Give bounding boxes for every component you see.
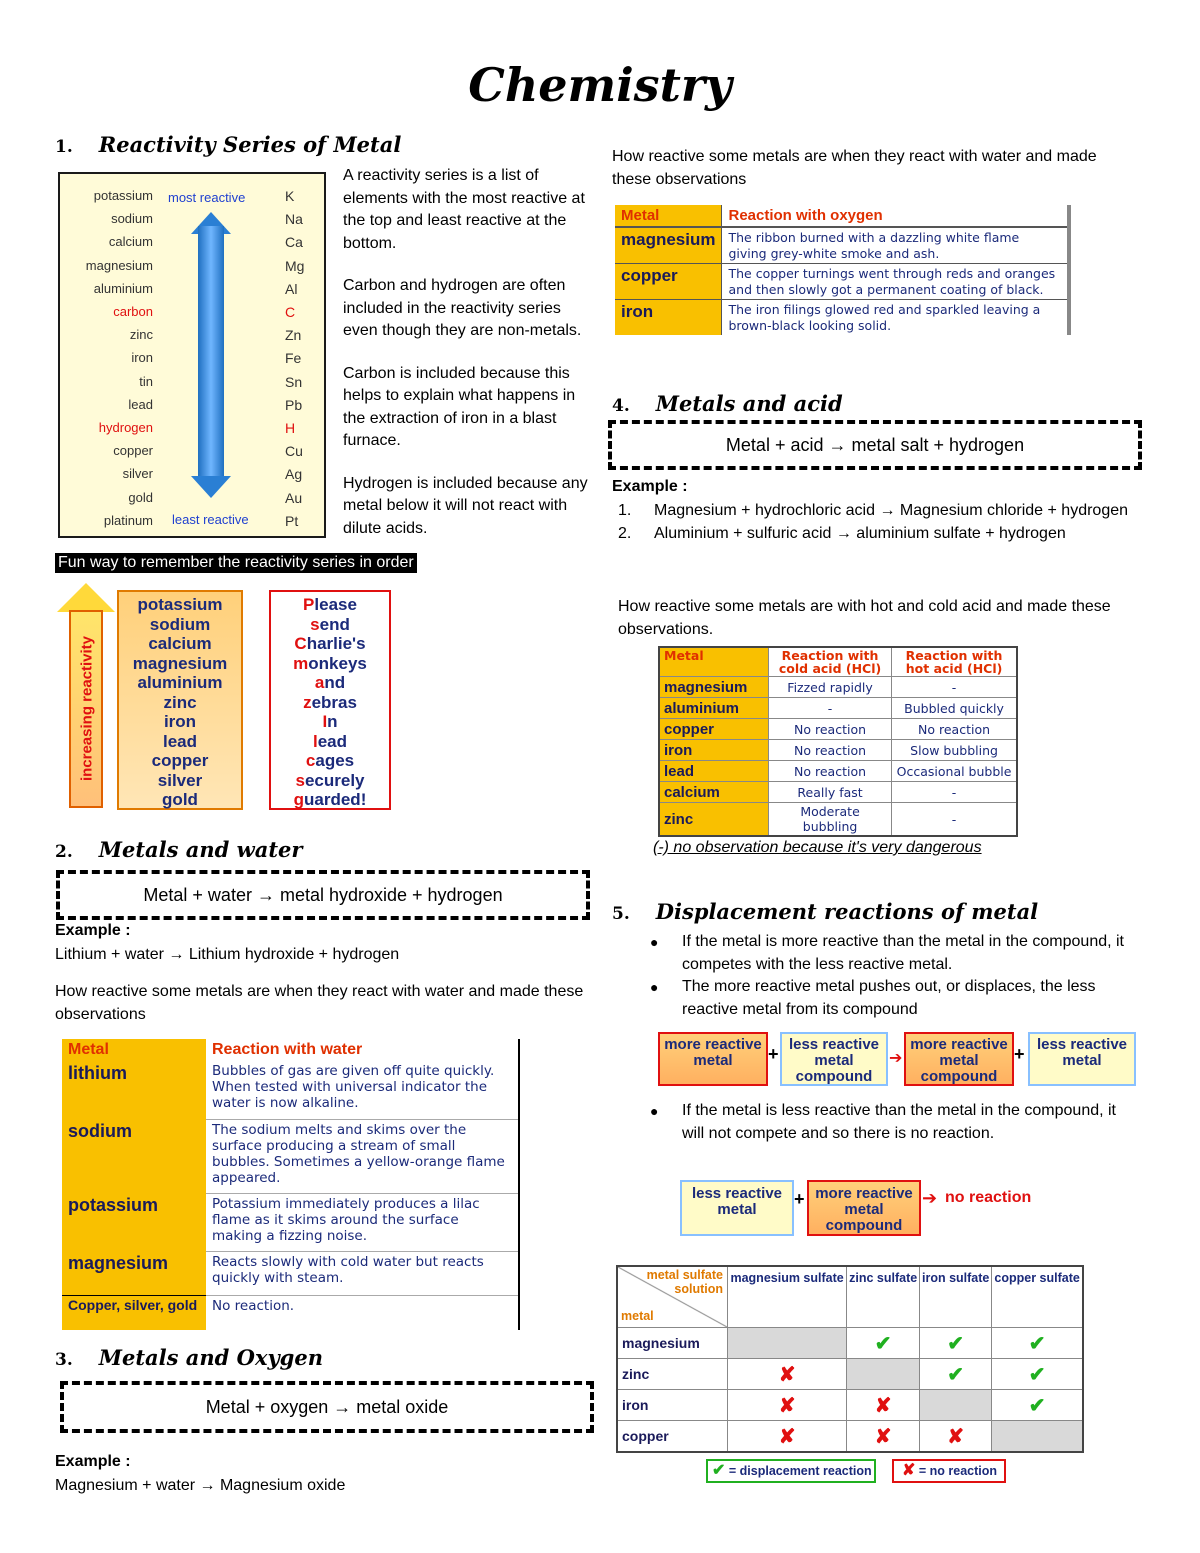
table-row	[659, 782, 1017, 803]
table-row	[62, 1119, 519, 1193]
reactivity-item-symbol: H	[285, 420, 296, 436]
tick-icon: ✔	[920, 1328, 992, 1359]
acid-note: (-) no observation because it's very dangerous	[653, 839, 982, 856]
reactivity-item-name: carbon	[113, 304, 153, 319]
grid-corner	[617, 1266, 728, 1328]
reaction-description: Bubbles of gas are given off quite quickly. When tested with universal indicator the water is now alkaline.	[206, 1061, 519, 1119]
metal-name: copper	[659, 719, 769, 740]
reactivity-item-name: gold	[128, 489, 153, 505]
box-less-reactive-compound: less reactive metal compound	[780, 1032, 888, 1086]
reaction-description: Potassium immediately produces a lilac flame as it skims around the surface making a fizzing noise.	[206, 1193, 519, 1251]
mnemonic-word: send	[310, 614, 350, 634]
metal-name: zinc	[659, 803, 769, 837]
col-metal: Metal	[615, 205, 722, 227]
box-more-reactive-metal: more reactive metal	[658, 1032, 768, 1086]
reactivity-item-symbol: Al	[285, 280, 298, 297]
bullet-3: ● If the metal is less reactive than the metal in the compound, it will not compete and so there is no reaction.	[682, 1100, 1132, 1145]
reactivity-item-name: tin	[139, 373, 153, 389]
reaction-cold: No reaction	[769, 719, 892, 740]
grid-row	[617, 1328, 1083, 1359]
metal-name: calcium	[659, 782, 769, 803]
reaction-cold: Moderate bubbling	[769, 803, 892, 837]
reactivity-item-symbol: Ag	[285, 466, 303, 483]
cross-icon: ✘	[902, 1462, 916, 1479]
section-1-heading: 1. Reactivity Series of Metal	[55, 132, 402, 157]
plus-sign: +	[768, 1044, 779, 1064]
mnemonic-word: and	[314, 673, 346, 692]
arrow-down-icon	[191, 476, 231, 498]
metal-name: lead	[659, 761, 769, 782]
mnemonic-word: In	[322, 712, 338, 731]
acid-intro: How reactive some metals are with hot and cold acid and made these observations.	[618, 598, 1111, 638]
reaction-description: No reaction.	[206, 1296, 519, 1331]
grid-row	[617, 1359, 1083, 1390]
col-header: zinc sulfate	[847, 1266, 920, 1328]
metal-order-item: gold	[162, 790, 198, 809]
table-row	[62, 1193, 519, 1251]
metal-name: copper	[615, 264, 722, 300]
reactivity-item-symbol: C	[285, 304, 296, 320]
grid-row	[617, 1390, 1083, 1421]
metal-order-item: potassium	[137, 595, 223, 614]
table-row	[615, 300, 1069, 336]
reactivity-item-symbol: Pt	[285, 512, 299, 529]
reactivity-item-symbol: Fe	[285, 350, 302, 367]
reactivity-item-name: iron	[131, 350, 153, 366]
water-intro: How reactive some metals are when they react with water and made these observations	[55, 983, 584, 1023]
mnemonic-word: securely	[295, 770, 365, 790]
section-4-heading: 4. Metals and acid	[612, 391, 843, 416]
reactivity-item-symbol: K	[285, 188, 295, 204]
most-reactive-label: most reactive	[168, 190, 246, 205]
col-metal: Metal	[62, 1039, 206, 1061]
table-row	[62, 1296, 519, 1331]
row-header: iron	[617, 1390, 728, 1421]
metal-name: iron	[659, 740, 769, 761]
mnemonic-word: Please	[303, 595, 357, 614]
table-row	[615, 227, 1069, 264]
metal-name: aluminium	[659, 698, 769, 719]
cross-icon: ✘	[847, 1390, 920, 1421]
cross-icon: ✘	[920, 1421, 992, 1453]
table-row	[659, 740, 1017, 761]
reaction-hot: Occasional bubble	[892, 761, 1017, 782]
metal-name: iron	[615, 300, 722, 336]
reaction-description: The copper turnings went through reds and oranges and then slowly got a permanent coating of black.	[722, 264, 1069, 300]
reactivity-item-name: magnesium	[85, 257, 153, 273]
acid-reaction-table	[658, 646, 1018, 837]
grid-cell-empty	[920, 1390, 992, 1421]
metal-order-item: zinc	[163, 692, 197, 712]
table-row	[659, 677, 1017, 698]
oxygen-example: Magnesium + water → Magnesium oxide	[55, 1477, 346, 1494]
reaction-hot: Bubbled quickly	[892, 698, 1017, 719]
tick-icon: ✔	[992, 1328, 1083, 1359]
row-header: magnesium	[617, 1328, 728, 1359]
reactivity-item-symbol: Cu	[285, 443, 303, 460]
reactivity-item-symbol: Ca	[285, 234, 303, 251]
mnemonic-word: lead	[312, 731, 348, 751]
reactivity-item-name: lead	[128, 396, 153, 412]
legend-no-reaction: ✘ = no reaction	[892, 1459, 1006, 1483]
grid-cell-empty	[992, 1421, 1083, 1453]
cross-icon: ✘	[728, 1390, 847, 1421]
displacement-bullets-top	[682, 931, 1132, 1021]
reactivity-item-symbol: Mg	[285, 257, 305, 274]
grid-cell-empty	[728, 1328, 847, 1359]
mnemonic-word: cages	[305, 751, 355, 770]
tick-icon: ✔	[992, 1359, 1083, 1390]
tick-icon: ✔	[847, 1328, 920, 1359]
plus-sign: +	[794, 1189, 805, 1209]
mnemonic-word: Charlie's	[294, 634, 366, 653]
reactivity-series-chart	[58, 172, 326, 538]
reaction-hot: Slow bubbling	[892, 740, 1017, 761]
oxygen-formula: Metal + oxygen → metal oxide	[60, 1381, 594, 1433]
reaction-description: Reacts slowly with cold water but reacts quickly with steam.	[206, 1251, 519, 1296]
reaction-hot: No reaction	[892, 719, 1017, 740]
metal-name: lithium	[62, 1061, 206, 1119]
col-reaction: Reaction with water	[206, 1039, 519, 1061]
row-header: copper	[617, 1421, 728, 1453]
bullet-2: ● The more reactive metal pushes out, or displaces, the less reactive metal from its compound	[682, 976, 1132, 1021]
metal-name: potassium	[62, 1193, 206, 1251]
reactivity-item-name: platinum	[103, 512, 153, 528]
arrow-shaft	[198, 226, 224, 480]
oxygen-example-label: Example :	[55, 1453, 131, 1470]
water-example: Lithium + water → Lithium hydroxide + hydrogen	[55, 946, 400, 963]
bullet-1: ● If the metal is more reactive than the metal in the compound, it competes with the less reactive metal.	[682, 931, 1132, 976]
corner-bottom-label: metal	[621, 1309, 654, 1323]
table-row	[62, 1061, 519, 1119]
least-reactive-label: least reactive	[172, 512, 249, 527]
acid-example-label: Example :	[612, 478, 688, 495]
mnemonic-word: zebras	[303, 692, 357, 712]
arrow-right-icon: ➔	[889, 1050, 903, 1067]
reaction-description: The sodium melts and skims over the surface producing a stream of small bubbles. Sometimes a yellow-orange flame appeared.	[206, 1119, 519, 1193]
oxygen-reaction-table	[615, 205, 1071, 335]
table-row	[659, 719, 1017, 740]
metal-order-item: aluminium	[137, 673, 223, 692]
table-row	[62, 1251, 519, 1296]
reaction-cold: Really fast	[769, 782, 892, 803]
col-metal: Metal	[659, 647, 769, 677]
legend-displacement: ✔ = displacement reaction	[706, 1459, 876, 1483]
page-title: Chemistry	[468, 58, 732, 112]
reactivity-item-name: aluminium	[93, 280, 153, 296]
reactivity-item-name: copper	[113, 443, 153, 459]
metal-name: magnesium	[615, 227, 722, 264]
mnemonic-list	[269, 590, 391, 810]
box-more-reactive-compound-2: more reactive metal compound	[807, 1180, 921, 1236]
grid-cell-empty	[847, 1359, 920, 1390]
table-row	[659, 698, 1017, 719]
corner-top-label: metal sulfate solution	[646, 1268, 723, 1296]
reaction-description: The iron filings glowed red and sparkled leaving a brown-black looking solid.	[722, 300, 1069, 336]
reactivity-explanation: A reactivity series is a list of elements with the most reactive at the top and least reactive at the bottom. Carbon and hydrogen are often included in the reactivity series even though they are non-metals. Carbon is included because this helps to explain what happens in the extraction of iron in a blast furnace. Hydrogen is included because any metal below it will not react with dilute acids.	[343, 167, 588, 537]
reactivity-item-symbol: Na	[285, 211, 303, 228]
table-row	[659, 761, 1017, 782]
reaction-cold: Fizzed rapidly	[769, 677, 892, 698]
reaction-description: The ribbon burned with a dazzling white flame giving grey-white smoke and ash.	[722, 227, 1069, 264]
metal-order-item: silver	[157, 770, 203, 790]
tick-icon: ✔	[920, 1359, 992, 1390]
metal-order-item: sodium	[149, 614, 211, 634]
metal-name: sodium	[62, 1119, 206, 1193]
cross-icon: ✘	[847, 1421, 920, 1453]
reactivity-item-symbol: Pb	[285, 396, 303, 413]
acid-formula: Metal + acid → metal salt + hydrogen	[608, 420, 1142, 470]
metal-name: Copper, silver, gold	[62, 1296, 206, 1331]
table-row	[659, 803, 1017, 837]
water-formula: Metal + water → metal hydroxide + hydrogen	[56, 870, 590, 920]
table-row	[615, 264, 1069, 300]
reaction-hot: -	[892, 677, 1017, 698]
arrow-right-icon: ➔	[922, 1188, 938, 1208]
col-header: copper sulfate	[992, 1266, 1083, 1328]
reactivity-item-name: potassium	[93, 188, 153, 203]
reaction-cold: -	[769, 698, 892, 719]
mnemonic-word: guarded!	[293, 790, 367, 809]
section-2-heading: 2. Metals and water	[55, 837, 303, 862]
box-less-reactive-metal: less reactive metal	[1028, 1032, 1136, 1086]
metal-order-item: copper	[151, 751, 209, 770]
displacement-grid	[616, 1265, 1084, 1453]
col-reaction: Reaction with oxygen	[722, 205, 1069, 227]
metal-order-item: calcium	[148, 634, 212, 653]
reactivity-item-symbol: Zn	[285, 327, 302, 344]
col-cold: Reaction with cold acid (HCl)	[769, 647, 892, 677]
metal-name: magnesium	[62, 1251, 206, 1296]
metal-order-item: iron	[163, 712, 197, 731]
mnemonic-word: monkeys	[293, 653, 367, 673]
metals-order-list	[117, 590, 243, 810]
reaction-hot: -	[892, 803, 1017, 837]
reaction-hot: -	[892, 782, 1017, 803]
grid-row	[617, 1421, 1083, 1453]
col-hot: Reaction with hot acid (HCl)	[892, 647, 1017, 677]
reactivity-item-symbol: Au	[285, 489, 303, 506]
tick-icon: ✔	[992, 1390, 1083, 1421]
reactivity-item-symbol: Sn	[285, 373, 303, 390]
box-less-reactive-metal-2: less reactive metal	[680, 1180, 794, 1236]
no-reaction-label: no reaction	[945, 1189, 1032, 1206]
reaction-cold: No reaction	[769, 761, 892, 782]
reactivity-item-name: silver	[122, 466, 153, 482]
section-3-heading: 3. Metals and Oxygen	[55, 1345, 323, 1370]
oxygen-intro: How reactive some metals are when they react with water and made these observations	[612, 148, 1097, 188]
metal-order-item: lead	[162, 731, 198, 751]
displacement-bullet-bottom	[682, 1100, 1132, 1145]
plus-sign: +	[1014, 1044, 1025, 1064]
increasing-reactivity-label: increasing reactivity	[78, 635, 96, 782]
section-5-heading: 5. Displacement reactions of metal	[612, 899, 1039, 924]
col-header: iron sulfate	[920, 1266, 992, 1328]
col-header: magnesium sulfate	[728, 1266, 847, 1328]
box-more-reactive-compound: more reactive metal compound	[904, 1032, 1014, 1086]
fun-remember-banner: Fun way to remember the reactivity series in order	[55, 553, 417, 573]
reactivity-item-name: zinc	[129, 327, 153, 343]
cross-icon: ✘	[728, 1421, 847, 1453]
reactivity-item-name: calcium	[108, 234, 153, 250]
reaction-cold: No reaction	[769, 740, 892, 761]
water-example-label: Example :	[55, 922, 131, 939]
metal-order-item: magnesium	[132, 653, 228, 673]
reactivity-item-name: sodium	[111, 211, 153, 227]
acid-examples: 1. Magnesium + hydrochloric acid → Magnesium chloride + hydrogen 2. Aluminium + sulfuric acid → aluminium sulfate + hydrogen	[618, 502, 1129, 542]
row-header: zinc	[617, 1359, 728, 1390]
metal-name: magnesium	[659, 677, 769, 698]
reactivity-item-name: hydrogen	[98, 420, 153, 435]
cross-icon: ✘	[728, 1359, 847, 1390]
water-reaction-table	[62, 1039, 520, 1330]
tick-icon: ✔	[712, 1462, 726, 1479]
